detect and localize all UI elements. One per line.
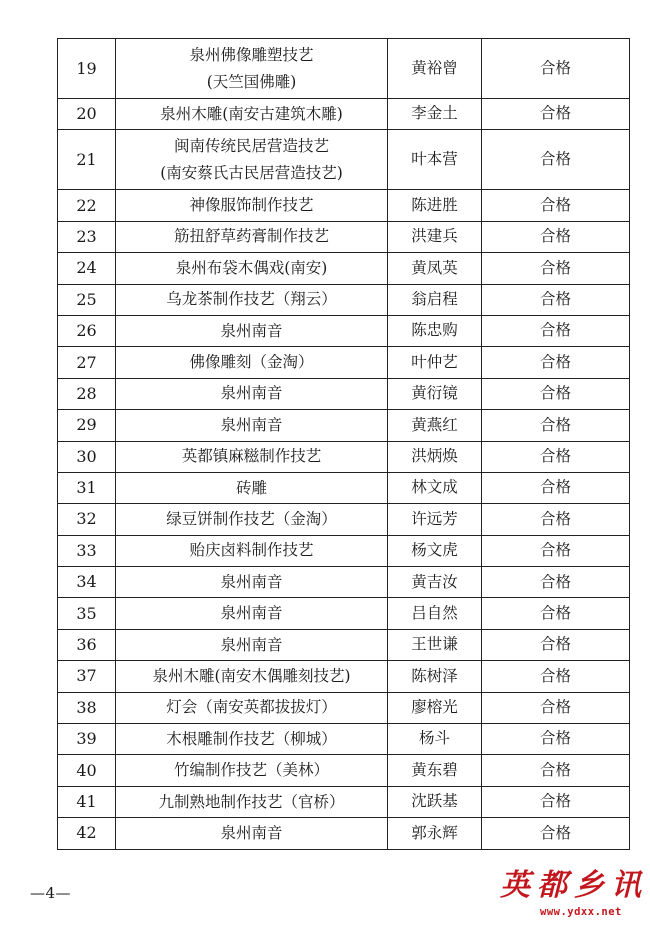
inheritor-name-cell: 黄东碧 [388,755,482,786]
assessment-result-cell: 合格 [482,661,630,692]
row-number-cell: 40 [58,755,116,786]
row-number-cell: 21 [58,130,116,190]
table-row [58,724,630,755]
project-name-cell [116,221,388,252]
assessment-result-cell: 合格 [482,441,630,472]
row-number-cell: 22 [58,190,116,221]
assessment-result-cell: 合格 [482,786,630,817]
table-row [58,661,630,692]
project-name-cell [116,818,388,849]
project-name-cell [116,786,388,817]
table-row [58,284,630,315]
assessment-result-cell: 合格 [482,472,630,503]
row-number-cell: 32 [58,504,116,535]
row-number-cell: 24 [58,253,116,284]
project-name-line: 泉州木雕(南安木偶雕刻技艺) [152,666,351,685]
project-name-line: 砖雕 [235,478,267,497]
inheritor-assessment-table [57,38,630,850]
table-row [58,190,630,221]
table-row [58,253,630,284]
project-name-line: 灯会（南安英都拔拔灯） [166,698,337,717]
row-number-cell: 38 [58,692,116,723]
project-name-cell [116,755,388,786]
row-number-cell: 26 [58,315,116,346]
row-number-cell: 31 [58,472,116,503]
table-row [58,629,630,660]
table-row [58,315,630,346]
inheritor-name-cell: 廖榕光 [388,692,482,723]
project-name-line: 闽南传统民居营造技艺 [173,136,329,155]
table-row [58,786,630,817]
table-row [58,378,630,409]
inheritor-name-cell: 郭永辉 [388,818,482,849]
project-name-line: 木根雕制作技艺（柳城） [166,729,337,748]
project-name-line: 泉州布袋木偶戏(南安) [175,258,328,277]
table-body [58,39,630,850]
table-row [58,221,630,252]
table-row [58,567,630,598]
project-name-line: (南安蔡氏古民居营造技艺) [160,163,343,182]
assessment-result-cell: 合格 [482,567,630,598]
row-number-cell: 37 [58,661,116,692]
assessment-result-cell: 合格 [482,253,630,284]
inheritor-name-cell: 黄凤英 [388,253,482,284]
table-row [58,99,630,130]
project-name-cell [116,504,388,535]
table-row [58,598,630,629]
inheritor-name-cell: 黄衍镜 [388,378,482,409]
assessment-result-cell: 合格 [482,818,630,849]
assessment-result-cell: 合格 [482,724,630,755]
assessment-result-cell: 合格 [482,629,630,660]
row-number-cell: 20 [58,99,116,130]
watermark-logo: 英都乡讯 [500,868,648,903]
project-name-line: 乌龙茶制作技艺（翔云） [166,290,337,309]
assessment-result-cell: 合格 [482,99,630,130]
inheritor-name-cell: 叶本营 [388,130,482,190]
project-name-cell [116,99,388,130]
assessment-result-cell: 合格 [482,347,630,378]
project-name-cell [116,567,388,598]
project-name-cell [116,315,388,346]
inheritor-name-cell: 陈忠购 [388,315,482,346]
inheritor-name-cell: 沈跃基 [388,786,482,817]
row-number-cell: 28 [58,378,116,409]
inheritor-name-cell: 杨斗 [388,724,482,755]
inheritor-name-cell: 洪建兵 [388,221,482,252]
table-row [58,755,630,786]
project-name-line: 泉州南音 [220,823,283,842]
project-name-line: 泉州南音 [220,572,283,591]
project-name-line: 泉州南音 [220,604,283,623]
table-row [58,818,630,849]
project-name-line: 泉州木雕(南安古建筑木雕) [160,104,343,123]
inheritor-name-cell: 陈进胜 [388,190,482,221]
project-name-cell [116,253,388,284]
assessment-result-cell: 合格 [482,378,630,409]
project-name-cell [116,661,388,692]
row-number-cell: 34 [58,567,116,598]
assessment-result-cell: 合格 [482,39,630,99]
project-name-line: 英都镇麻糍制作技艺 [181,447,322,466]
project-name-cell [116,410,388,441]
watermark-url: www.ydxx.net [540,906,622,918]
page-number: —4— [30,884,72,902]
assessment-result-cell: 合格 [482,410,630,441]
inheritor-name-cell: 翁启程 [388,284,482,315]
project-name-line: 泉州南音 [220,321,283,340]
row-number-cell: 27 [58,347,116,378]
project-name-line: 泉州南音 [220,415,283,434]
project-name-line: 神像服饰制作技艺 [189,196,314,215]
assessment-result-cell: 合格 [482,755,630,786]
assessment-result-cell: 合格 [482,692,630,723]
inheritor-name-cell: 黄裕曾 [388,39,482,99]
table-row [58,441,630,472]
row-number-cell: 25 [58,284,116,315]
inheritor-name-cell: 黄燕红 [388,410,482,441]
inheritor-name-cell: 杨文虎 [388,535,482,566]
assessment-result-cell: 合格 [482,190,630,221]
project-name-cell [116,378,388,409]
table-row [58,130,630,190]
project-name-cell [116,535,388,566]
project-name-cell [116,190,388,221]
project-name-line: 竹编制作技艺（美林） [173,761,329,780]
row-number-cell: 35 [58,598,116,629]
inheritor-name-cell: 王世谦 [388,629,482,660]
inheritor-name-cell: 黄吉汝 [388,567,482,598]
project-name-cell [116,598,388,629]
table-row [58,410,630,441]
row-number-cell: 36 [58,629,116,660]
project-name-cell [116,472,388,503]
row-number-cell: 19 [58,39,116,99]
row-number-cell: 23 [58,221,116,252]
project-name-cell [116,347,388,378]
table-row [58,692,630,723]
inheritor-name-cell: 李金土 [388,99,482,130]
project-name-cell [116,724,388,755]
row-number-cell: 41 [58,786,116,817]
project-name-line: 绿豆饼制作技艺（金淘） [166,509,337,528]
table-row [58,347,630,378]
project-name-line: 泉州佛像雕塑技艺 [189,45,314,64]
row-number-cell: 42 [58,818,116,849]
project-name-line: 筋扭舒草药膏制作技艺 [173,227,329,246]
project-name-line: 泉州南音 [220,384,283,403]
project-name-cell [116,284,388,315]
project-name-cell [116,692,388,723]
row-number-cell: 33 [58,535,116,566]
project-name-cell [116,130,388,190]
table-row [58,472,630,503]
inheritor-name-cell: 洪炳焕 [388,441,482,472]
project-name-cell [116,39,388,99]
assessment-result-cell: 合格 [482,221,630,252]
inheritor-name-cell: 许远芳 [388,504,482,535]
table-row [58,504,630,535]
project-name-cell [116,629,388,660]
assessment-result-cell: 合格 [482,504,630,535]
project-name-cell [116,441,388,472]
inheritor-name-cell: 陈树泽 [388,661,482,692]
row-number-cell: 30 [58,441,116,472]
assessment-result-cell: 合格 [482,598,630,629]
assessment-result-cell: 合格 [482,130,630,190]
inheritor-name-cell: 叶仲艺 [388,347,482,378]
project-name-line: 贻庆卤料制作技艺 [189,541,314,560]
assessment-result-cell: 合格 [482,315,630,346]
project-name-line: 佛像雕刻（金淘） [189,353,314,372]
project-name-line: 九制熟地制作技艺（官桥） [158,792,345,811]
project-name-line: 泉州南音 [220,635,283,654]
assessment-result-cell: 合格 [482,284,630,315]
row-number-cell: 39 [58,724,116,755]
inheritor-name-cell: 林文成 [388,472,482,503]
row-number-cell: 29 [58,410,116,441]
table-row [58,535,630,566]
table-row [58,39,630,99]
inheritor-name-cell: 吕自然 [388,598,482,629]
assessment-result-cell: 合格 [482,535,630,566]
project-name-line: (天竺国佛雕) [206,72,297,91]
